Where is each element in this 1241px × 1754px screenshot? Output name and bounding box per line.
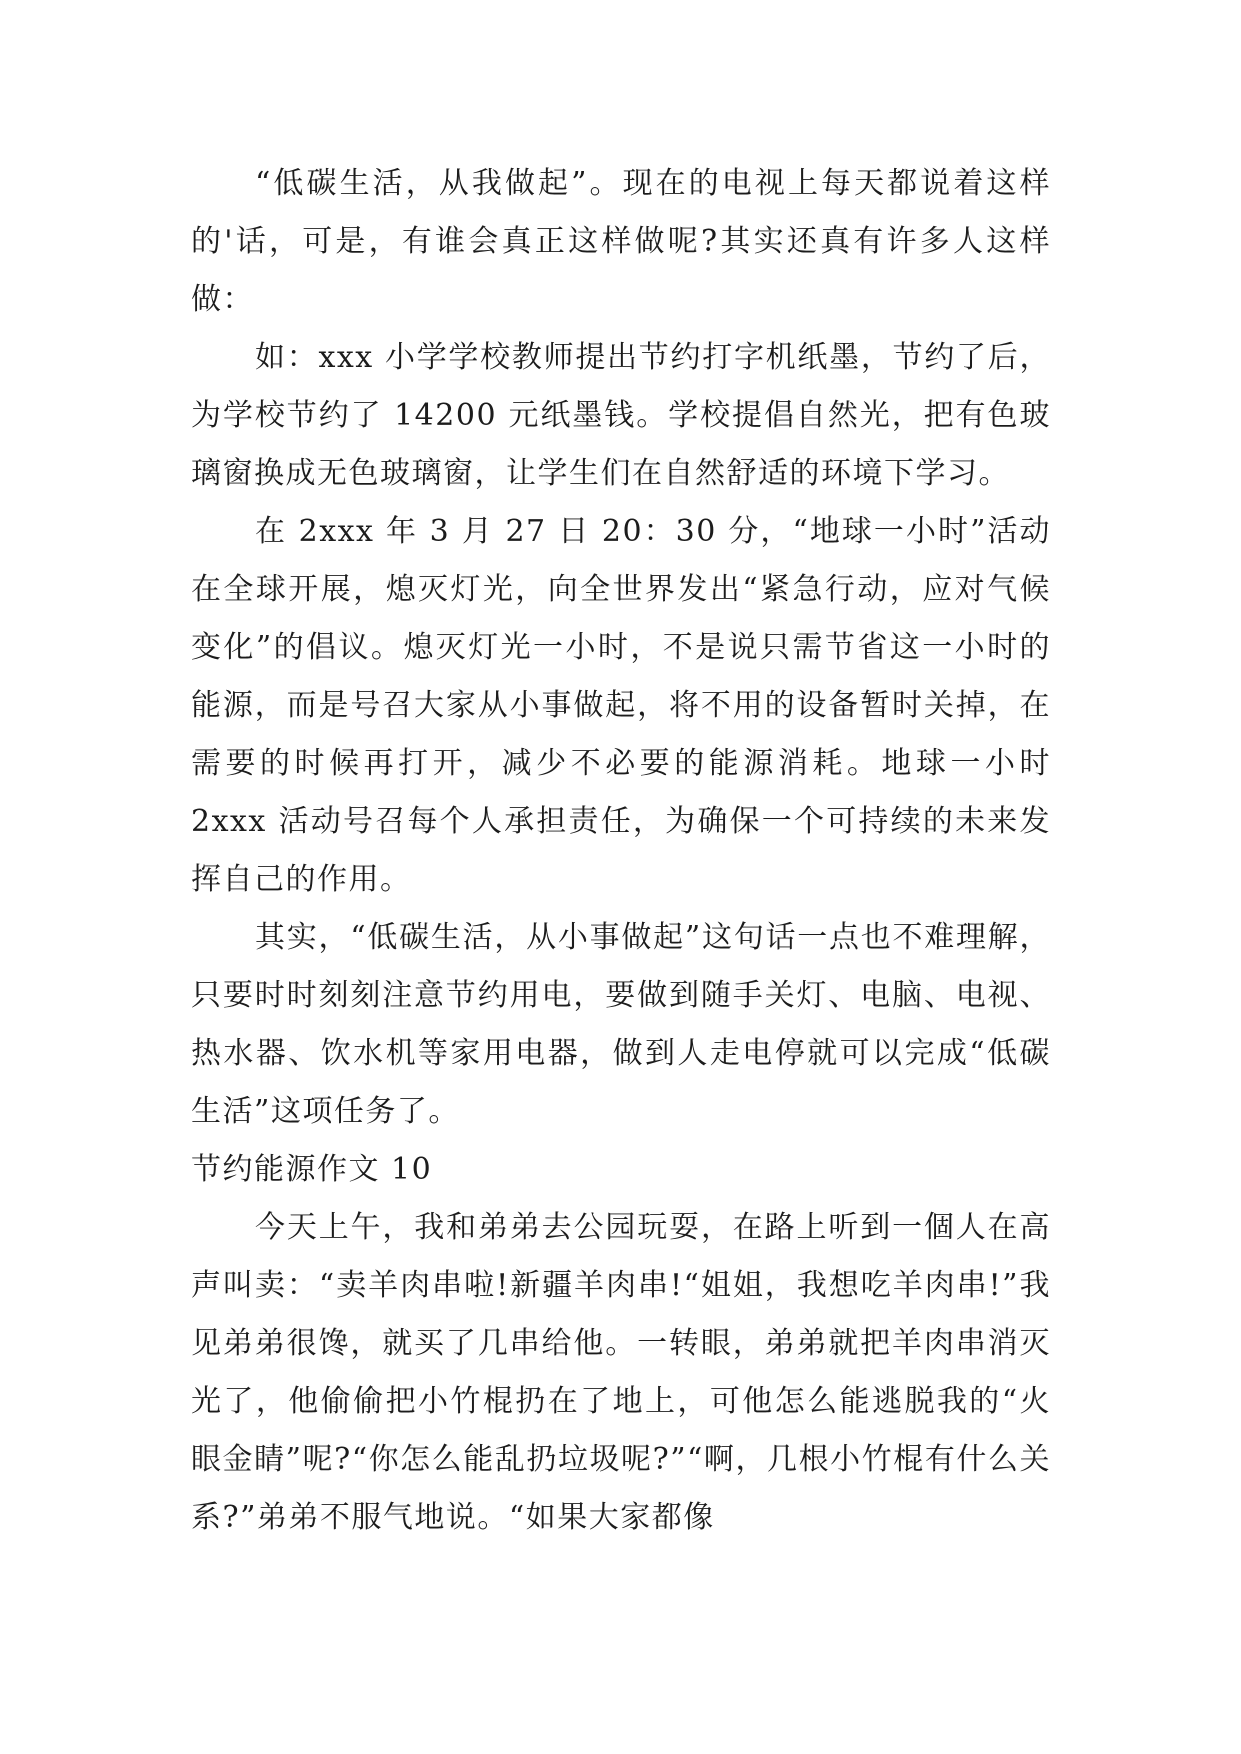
- paragraph-earth-hour: 在 2xxx 年 3 月 27 日 20：30 分，“地球一小时”活动在全球开展，熄灭灯光，向全世界发出“紧急行动，应对气候变化”的倡议。熄灭灯光一小时，不是说只需节省这一小时的能源，而是号召大家从小事做起，将不用的设备暂时关掉，在需要的时候再打开，减少不必要的能源消耗。地球一小时 2xxx 活动号召每个人承担责任，为确保一个可持续的未来发挥自己的作用。: [191, 514, 1051, 897]
- section-title: 节约能源作文 10: [191, 1152, 433, 1187]
- document-body: [191, 155, 1051, 1547]
- paragraph-conclusion: 其实，“低碳生活，从小事做起”这句话一点也不难理解，只要时时刻刻注意节约用电，要做到随手关灯、电脑、电视、热水器、饮水机等家用电器，做到人走电停就可以完成“低碳生活”这项任务了。: [191, 920, 1051, 1129]
- paragraph-school-example: 如：xxx 小学学校教师提出节约打字机纸墨，节约了后，为学校节约了 14200 元纸墨钱。学校提倡自然光，把有色玻璃窗换成无色玻璃窗，让学生们在自然舒适的环境下学习。: [191, 340, 1051, 491]
- paragraph-low-carbon-intro: “低碳生活，从我做起”。现在的电视上每天都说着这样的'话，可是，有谁会真正这样做呢?其实还真有许多人这样做：: [191, 166, 1051, 317]
- paragraph-park-story: 今天上午，我和弟弟去公园玩耍，在路上听到一個人在高声叫卖：“卖羊肉串啦!新疆羊肉串!“姐姐，我想吃羊肉串!”我见弟弟很馋，就买了几串给他。一转眼，弟弟就把羊肉串消灭光了，他偷偷把小竹棍扔在了地上，可他怎么能逃脱我的“火眼金睛”呢?“你怎么能乱扔垃圾呢?”“啊，几根小竹棍有什么关系?”弟弟不服气地说。“如果大家都像: [191, 1210, 1051, 1535]
